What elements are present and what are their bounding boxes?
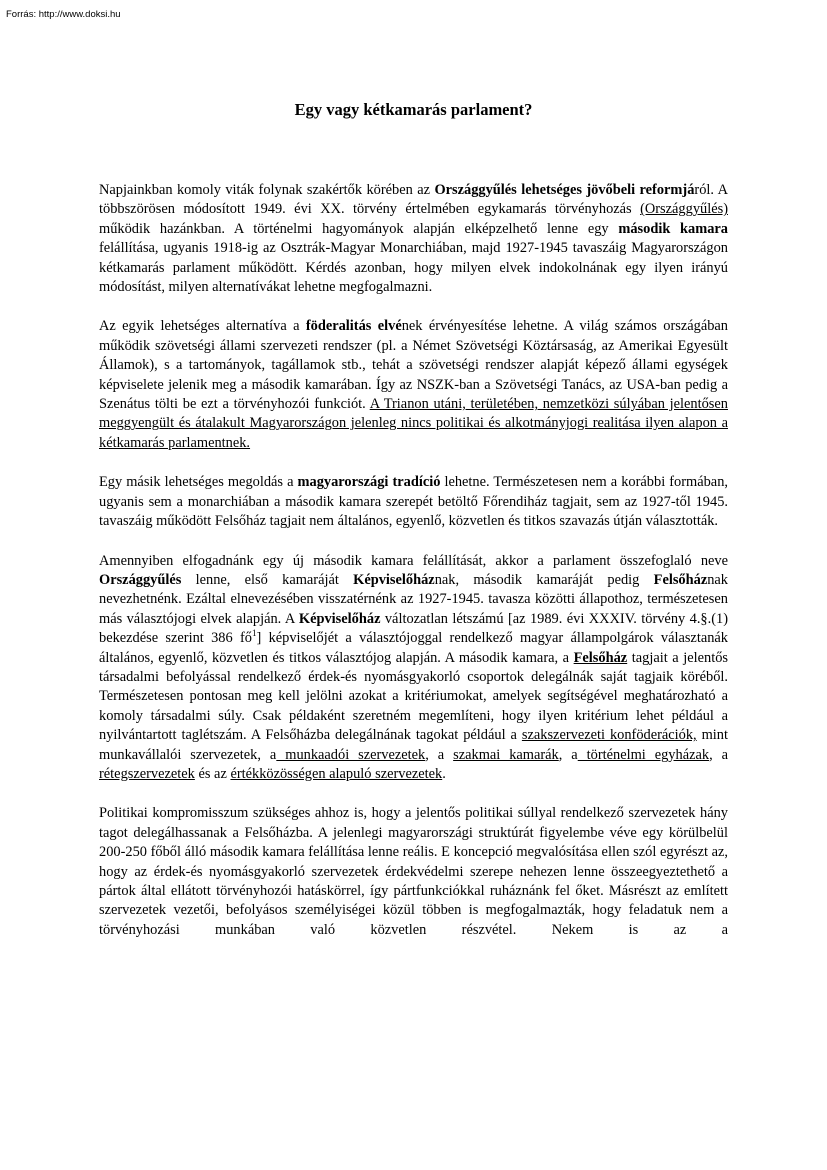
bold-term: magyarországi tradíció	[297, 474, 441, 491]
paragraph-2	[99, 317, 728, 453]
text-run: nak, második kamaráját pedig	[434, 571, 654, 588]
document-body	[99, 181, 728, 960]
bold-term: Országgyűlés	[99, 571, 182, 588]
bold-term: Képviselőház	[298, 610, 381, 627]
source-note: Forrás: http://www.doksi.hu	[6, 9, 121, 20]
bold-term: föderalitás elvé	[305, 318, 402, 335]
text-run: mint munkavállalói szervezetek, a	[99, 727, 729, 763]
document-title: Egy vagy kétkamarás parlament?	[294, 100, 533, 119]
bold-term: Országgyűlés lehetséges jövőbeli reformjá	[434, 182, 695, 198]
paragraph-5	[99, 804, 728, 940]
text-run: lenne, első kamaráját	[181, 571, 354, 588]
paragraph-3	[99, 473, 728, 531]
bold-term: második kamara	[618, 220, 728, 237]
text-run: ] képviselőjét a választójoggal rendelkező magyar állampolgárok választanák általános, egyenlő, közvetlen és titkos választójog alapján. A második kamara, a	[99, 630, 728, 666]
text-run: nek érvényesítése lehetne. A világ számos országában működik szövetségi állami szervezeti rendszer (pl. a Német Szövetségi Köztársaság, az Amerikai Egyesült Államok), s a tartományok, tagállamok stb., tehát a szövetségi rendszer alapját képező állami egységek képviselete jelenik meg a második kamarában. Így az NSZK-ban a Szövetségi Tanács, az USA-ban pedig a Szenátus tölti be ezt a törvényhozói funkciót.	[99, 318, 728, 413]
text-run: nak nevezhetnénk. Ezáltal elnevezésében visszatérnénk az 1927-1945. tavasza közötti állapothoz, természetesen más választójogi elvek alapján. A	[99, 571, 728, 627]
text-run: , a	[709, 746, 728, 763]
paragraph-1	[99, 181, 728, 297]
text-run: tagjait a jelentős társadalmi befolyással rendelkező érdek-és nyomásgyakorló csoportok delegálnák saját tagjaik köréből. Természetesen pontosan meg kell jelölni azokat a kritériumokat, amelyek segítségével meghatározható a komoly társadalmi súly. Csak példaként szeretném megemlíteni, hogy ilyen kritérium lehet például a nyilvántartott taglétszám. A Felsőházba delegálnának tagokat például a	[99, 649, 728, 744]
text-run: Az egyik lehetséges alternatíva a	[99, 318, 306, 335]
underlined-term: munkaadói szervezetek	[276, 746, 426, 763]
text-run: Politikai kompromisszum szükséges ahhoz is, hogy a jelentős politikai súllyal rendelkező szervezetek hány tagot delegálhassanak a Felsőházba. A jelenlegi magyarországi struktúrát figyelembe véve egy körülbelül 200-250 főből álló második kamara felállítása lenne reális. E koncepció megvalósítása ellen szól egyrészt az, hogy az érdek-és nyomásgyakorló szervezetek érdekvédelmi szerepe nehezen lenne összeegyeztethető a pártok által ellátott törvényhozói hatáskörrel, így pártfunkciókkal ruháznánk fel őket. Másrészt az említett szervezetek vezetői, befolyásos személyiségei közül többen is megfogalmazták, hogy feladatuk nem a törvényhozási munkában való közvetlen részvétel. Nekem is az a	[99, 805, 728, 938]
text-run: , a	[425, 746, 454, 763]
text-run: és az	[194, 765, 231, 782]
text-run: .	[442, 765, 446, 782]
text-run: Amennyiben elfogadnánk egy új második kamara felállítását, akkor a parlament összefoglaló neve	[99, 552, 728, 569]
text-run: ról. A többszörösen módosított 1949. évi XX. törvény értelmében egykamarás törvényhozás	[99, 182, 729, 218]
text-run: , a	[558, 746, 578, 763]
underlined-term: rétegszervezetek	[99, 765, 195, 782]
text-run: Napjainkban komoly viták folynak szakértők körében az	[99, 182, 435, 198]
text-run: Egy másik lehetséges megoldás a	[99, 474, 298, 491]
underlined-passage: A Trianon utáni, területében, nemzetközi súlyában jelentősen meggyengült és átalakult Magyarországon jelenleg nincs politikai és alkotmányjogi realitása ilyen alapon a kétkamarás parlamentnek.	[99, 396, 728, 451]
paragraph-4	[99, 552, 728, 785]
bold-term: Képviselőház	[353, 571, 435, 588]
underlined-term: történelmi egyházak	[577, 746, 710, 763]
bold-term: Felsőház	[653, 571, 708, 588]
text-run: felállítása, ugyanis 1918-ig az Osztrák-Magyar Monarchiában, majd 1927-1945 tavaszáig Magyarországon kétkamarás parlament működött. Kérdés azonban, hogy milyen elvek indokolnának egy ilyen irányú módosítást, milyen alternatívákat lehetne megfogalmazni.	[99, 240, 728, 296]
text-run: változatlan létszámú [az 1989. évi XXXIV. törvény 4.§.(1) bekezdése szerint 386 fő	[99, 610, 728, 647]
underlined-term: szakmai kamarák	[453, 746, 559, 763]
underlined-term: szakszervezeti konföderációk,	[521, 727, 697, 744]
bold-underlined-term: Felsőház	[573, 649, 628, 666]
underlined-term: értékközösségen alapuló szervezetek	[230, 765, 443, 782]
text-run: működik hazánkban. A történelmi hagyományok alapján elképzelhető lenne egy	[99, 220, 619, 237]
text-run: lehetne. Természetesen nem a korábbi formában, ugyanis sem a monarchiában a második kamara szerepét betöltő Főrendiház tagjait, sem az 1927-től 1945. tavaszáig működött Felsőház tagjait nem általános, egyenlő, közvetlen és titkos szavazás útján választották.	[99, 474, 728, 530]
footnote-marker[interactable]: 1	[251, 628, 257, 639]
underlined-term: (Országgyűlés)	[640, 201, 728, 218]
